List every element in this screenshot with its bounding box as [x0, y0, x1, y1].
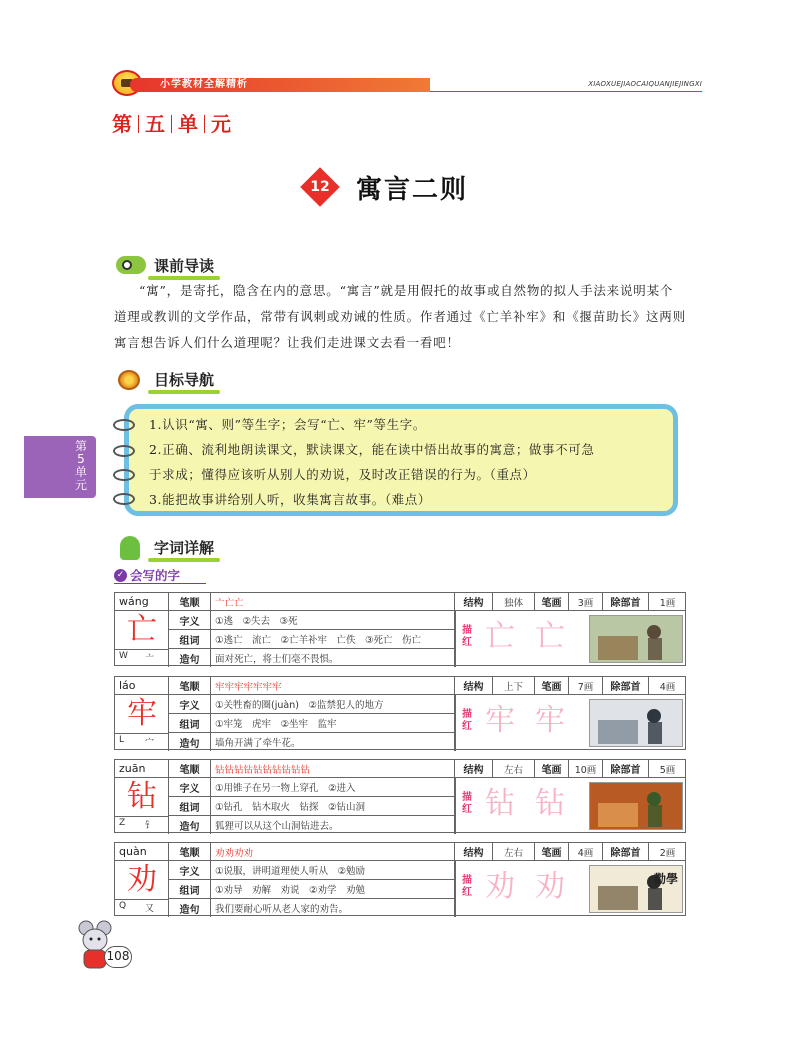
structure-value: 左右 — [493, 843, 535, 861]
subsection-rule — [114, 583, 206, 584]
character-card — [114, 759, 686, 833]
subsection-label: 会写的字 — [130, 568, 181, 583]
sentence-value: 狐狸可以从这个山洞钻进去。 — [211, 816, 455, 834]
book-title: 小学教材全解精析 — [160, 79, 248, 90]
meaning-value: ①说服，讲明道理使人听从 ②勉励 — [211, 861, 455, 880]
label-structure: 结构 — [455, 760, 493, 778]
stroke-order: 亠亡亡 — [211, 593, 455, 611]
character-card — [114, 842, 686, 916]
label-stroke-order: 笔顺 — [169, 843, 211, 861]
unit-char: 单 — [178, 112, 198, 136]
unit-title — [112, 108, 231, 137]
cell-divider — [455, 778, 456, 834]
radical-glyph: 又 — [145, 904, 155, 914]
label-sentence: 造句 — [169, 899, 211, 917]
unit-char: 元 — [211, 112, 231, 136]
pinyin: quàn — [115, 843, 169, 861]
unit-char: 五 — [145, 112, 165, 136]
radical-glyph: 钅 — [145, 821, 155, 831]
sentence-value: 面对死亡，将士们毫不畏惧。 — [211, 649, 455, 667]
header-pinyin: XIAOXUEJIAOCAIQUANJIEJINGXI — [588, 80, 702, 88]
cell-divider — [455, 861, 456, 917]
label-meaning: 字义 — [169, 695, 211, 714]
check-icon: ✓ — [114, 569, 127, 582]
unit-divider — [171, 115, 172, 133]
illustration — [589, 865, 683, 913]
cell-divider — [455, 611, 456, 667]
label-trace: 描红 — [462, 709, 472, 732]
binder-ring-icon — [113, 493, 135, 505]
label-structure: 结构 — [455, 677, 493, 695]
lesson-number-badge — [300, 167, 340, 207]
goal-item: 3.能把故事讲给别人听，收集寓言故事。（难点） — [149, 492, 431, 507]
structure-value: 独体 — [493, 593, 535, 611]
unit-divider — [138, 115, 139, 133]
strokes-value: 10画 — [569, 760, 603, 778]
unit-char: 第 — [112, 112, 132, 136]
main-character: 亡 — [127, 612, 157, 647]
snail-icon — [114, 366, 148, 392]
strokes-value: 4画 — [569, 843, 603, 861]
unit-divider — [204, 115, 205, 133]
illustration — [589, 782, 683, 830]
illustration — [589, 615, 683, 663]
section-goals-heading — [114, 366, 220, 392]
trace-character: 钻 — [535, 786, 565, 821]
cell-divider — [115, 649, 169, 650]
pinyin: wáng — [115, 593, 169, 611]
label-strokes: 笔画 — [535, 760, 569, 778]
section-words-heading — [114, 534, 220, 560]
illustration-caption: 勸學 — [653, 872, 678, 886]
goals-box — [124, 404, 678, 516]
subsection-can-write — [114, 566, 180, 584]
label-structure: 结构 — [455, 843, 493, 861]
main-character: 牢 — [127, 696, 157, 731]
section-intro-label: 课前导读 — [148, 255, 220, 276]
main-character: 钻 — [127, 779, 157, 814]
words-value: ①钻孔 钻木取火 钻探 ②钻山洞 — [211, 797, 455, 816]
sentence-value: 墙角开满了牵牛花。 — [211, 733, 455, 751]
label-stroke-order: 笔顺 — [169, 677, 211, 695]
strokes-value: 3画 — [569, 593, 603, 611]
label-words: 组词 — [169, 797, 211, 816]
lesson-title: 寓言二则 — [356, 174, 469, 205]
label-radical: 除部首 — [603, 677, 649, 695]
trace-character: 劝 — [535, 869, 565, 904]
index-letter: Z — [119, 818, 126, 828]
unit-side-tab — [24, 436, 96, 498]
label-sentence: 造句 — [169, 816, 211, 834]
radical-glyph: 宀 — [145, 738, 155, 748]
meaning-value: ①逃 ②失去 ③死 — [211, 611, 455, 630]
structure-value: 左右 — [493, 760, 535, 778]
character-card — [114, 592, 686, 666]
radical-strokes-value: 4画 — [649, 677, 686, 695]
pinyin: láo — [115, 677, 169, 695]
trace-character: 钻 — [485, 786, 515, 821]
sentence-value: 我们要耐心听从老人家的劝告。 — [211, 899, 455, 917]
label-words: 组词 — [169, 630, 211, 649]
meaning-value: ①用锥子在另一物上穿孔 ②进入 — [211, 778, 455, 797]
section-words-label: 字词详解 — [148, 537, 220, 558]
lesson-heading — [306, 170, 468, 204]
character-card — [114, 676, 686, 750]
index-letter: Q — [119, 901, 127, 911]
trace-character: 亡 — [535, 619, 565, 654]
label-radical: 除部首 — [603, 843, 649, 861]
binder-ring-icon — [113, 469, 135, 481]
lesson-number: 12 — [310, 179, 330, 195]
words-value: ①牢笼 虎牢 ②坐牢 监牢 — [211, 714, 455, 733]
stroke-order: 牢牢牢牢牢牢牢 — [211, 677, 455, 695]
label-trace: 描红 — [462, 875, 472, 898]
stroke-order: 钻钻钻钻钻钻钻钻钻钻 — [211, 760, 455, 778]
label-strokes: 笔画 — [535, 593, 569, 611]
radical-strokes-value: 1画 — [649, 593, 686, 611]
goal-item: 于求成；懂得应该听从别人的劝说，及时改正错误的行为。（重点） — [149, 467, 536, 482]
structure-value: 上下 — [493, 677, 535, 695]
header-ribbon — [130, 78, 430, 92]
pencil-figure-icon — [114, 534, 148, 560]
label-meaning: 字义 — [169, 778, 211, 797]
label-sentence: 造句 — [169, 733, 211, 751]
label-meaning: 字义 — [169, 611, 211, 630]
section-intro-heading — [114, 252, 220, 278]
header-rule — [430, 91, 702, 92]
cell-divider — [115, 733, 169, 734]
label-words: 组词 — [169, 714, 211, 733]
stroke-order: 劝劝劝劝 — [211, 843, 455, 861]
section-goals-label: 目标导航 — [148, 369, 220, 390]
label-stroke-order: 笔顺 — [169, 760, 211, 778]
strokes-value: 7画 — [569, 677, 603, 695]
radical-strokes-value: 2画 — [649, 843, 686, 861]
label-structure: 结构 — [455, 593, 493, 611]
cell-divider — [115, 816, 169, 817]
main-character: 劝 — [127, 862, 157, 897]
goal-item: 1.认识“寓、则”等生字；会写“亡、牢”等生字。 — [149, 417, 426, 432]
label-words: 组词 — [169, 880, 211, 899]
binder-ring-icon — [113, 445, 135, 457]
page-number: 108 — [104, 946, 132, 968]
index-letter: L — [119, 735, 125, 745]
label-radical: 除部首 — [603, 593, 649, 611]
words-value: ①逃亡 流亡 ②亡羊补牢 亡佚 ③死亡 伤亡 — [211, 630, 455, 649]
cell-divider — [455, 695, 456, 751]
label-sentence: 造句 — [169, 649, 211, 667]
trace-character: 亡 — [485, 619, 515, 654]
trace-character: 牢 — [535, 703, 565, 738]
radical-glyph: 亠 — [145, 654, 155, 664]
intro-paragraph: “寓”，是寄托，隐含在内的意思。“寓言”就是用假托的故事或自然物的拟人手法来说明某个道理或教训的文学作品，常带有讽刺或劝诫的性质。作者通过《亡羊补牢》和《揠苗助长》这两则寓言想告诉人们什么道理呢？让我们走进课文去看一看吧！ — [114, 283, 686, 350]
meaning-value: ①关牲畜的圈(juàn) ②监禁犯人的地方 — [211, 695, 455, 714]
label-trace: 描红 — [462, 625, 472, 648]
label-radical: 除部首 — [603, 760, 649, 778]
label-strokes: 笔画 — [535, 677, 569, 695]
label-trace: 描红 — [462, 792, 472, 815]
trace-character: 牢 — [485, 703, 515, 738]
label-meaning: 字义 — [169, 861, 211, 880]
label-stroke-order: 笔顺 — [169, 593, 211, 611]
illustration — [589, 699, 683, 747]
pinyin: zuān — [115, 760, 169, 778]
radical-strokes-value: 5画 — [649, 760, 686, 778]
trace-character: 劝 — [485, 869, 515, 904]
bug-mascot-icon — [114, 252, 148, 278]
binder-ring-icon — [113, 419, 135, 431]
label-strokes: 笔画 — [535, 843, 569, 861]
index-letter: W — [119, 651, 128, 661]
goal-item: 2.正确、流利地朗读课文，默读课文，能在读中悟出故事的寓意；做事不可急 — [149, 442, 595, 457]
words-value: ①劝导 劝解 劝说 ②劝学 劝勉 — [211, 880, 455, 899]
side-tab-label: 第5单元 — [74, 439, 87, 492]
running-header — [112, 72, 702, 94]
cell-divider — [115, 899, 169, 900]
